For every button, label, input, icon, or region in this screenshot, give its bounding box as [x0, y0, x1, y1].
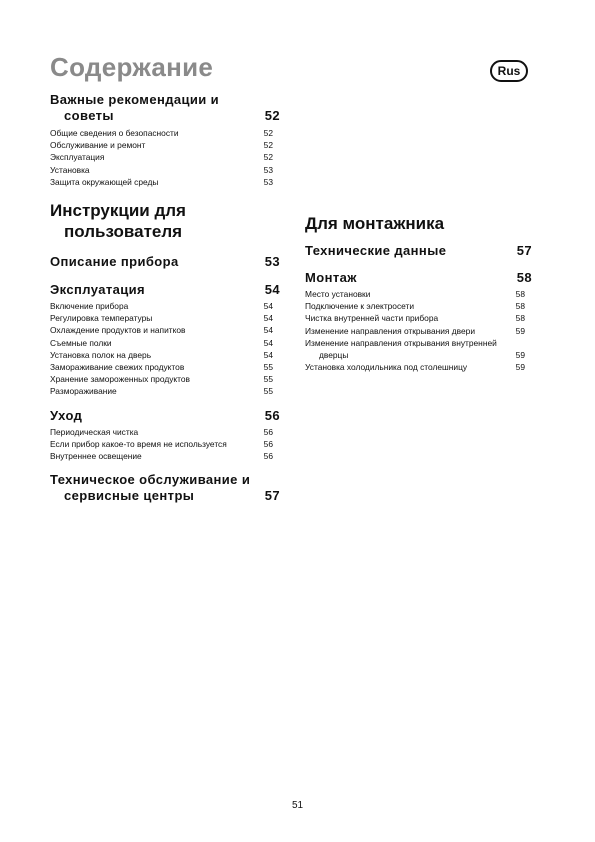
- toc-item[interactable]: Общие сведения о безопасности 52: [50, 128, 273, 138]
- section-appliance-description: [50, 254, 280, 270]
- toc-item[interactable]: Размораживание 55: [50, 386, 273, 397]
- user-instructions-title: Инструкции для пользователя: [50, 201, 186, 242]
- section-heading[interactable]: Техническое обслуживание и сервисные центры 57: [50, 472, 280, 504]
- section-heading[interactable]: Монтаж 58: [305, 270, 532, 285]
- section-care: [50, 408, 280, 463]
- section-heading[interactable]: Эксплуатация 54: [50, 282, 280, 298]
- section-heading[interactable]: [50, 92, 280, 124]
- toc-item[interactable]: Эксплуатация 52: [50, 152, 273, 163]
- section-technical-data: [305, 243, 532, 259]
- toc-item[interactable]: Установка холодильника под столешницу 59: [305, 362, 525, 373]
- section-heading[interactable]: Технические данные 57: [305, 243, 532, 258]
- right-column: [305, 213, 532, 373]
- toc-item[interactable]: Изменение направления открывания двери 59: [305, 325, 525, 336]
- toc-item[interactable]: Охлаждение продуктов и напитков 54: [50, 325, 273, 336]
- toc-item[interactable]: Замораживание свежих продуктов 55: [50, 362, 273, 373]
- toc-item[interactable]: Место установки 58: [305, 289, 525, 299]
- toc-item[interactable]: Хранение замороженных продуктов 55: [50, 374, 273, 385]
- section-heading[interactable]: Уход 56: [50, 407, 280, 423]
- section-heading-line1: Важные рекомендации и: [50, 92, 220, 107]
- toc-item[interactable]: Установка полок на дверь 54: [50, 349, 273, 360]
- toc-item[interactable]: Регулировка температуры 54: [50, 313, 273, 324]
- toc-item[interactable]: Защита окружающей среды 53: [50, 176, 273, 187]
- toc-item[interactable]: Периодическая чистка 56: [50, 426, 273, 437]
- left-column: [50, 92, 280, 504]
- toc-item[interactable]: Включение прибора 54: [50, 301, 273, 312]
- section-service: [50, 472, 280, 504]
- toc-item[interactable]: Подключение к электросети 58: [305, 301, 525, 312]
- page-title: Содержание: [50, 52, 214, 82]
- section-heading-line2: советы: [64, 108, 114, 123]
- toc-item[interactable]: Съемные полки 54: [50, 337, 273, 348]
- toc-item[interactable]: Установка 53: [50, 164, 273, 175]
- language-badge: Rus: [490, 60, 528, 82]
- section-important-recommendations: [50, 92, 280, 188]
- toc-item[interactable]: Чистка внутренней части прибора 58: [305, 313, 525, 324]
- page-number: 51: [291, 800, 304, 811]
- toc-item[interactable]: Если прибор какое-то время не используется 56: [50, 438, 273, 449]
- section-page-number: 52: [264, 108, 280, 123]
- toc-item[interactable]: Изменение направления открывания внутренней дверцы 59: [305, 337, 525, 361]
- section-installation: [305, 270, 532, 373]
- installer-title: Для монтажника: [305, 214, 445, 233]
- section-heading[interactable]: Описание прибора 53: [50, 254, 280, 270]
- toc-item[interactable]: Обслуживание и ремонт 52: [50, 140, 273, 151]
- section-operation: [50, 282, 280, 398]
- toc-item[interactable]: Внутреннее освещение 56: [50, 451, 273, 462]
